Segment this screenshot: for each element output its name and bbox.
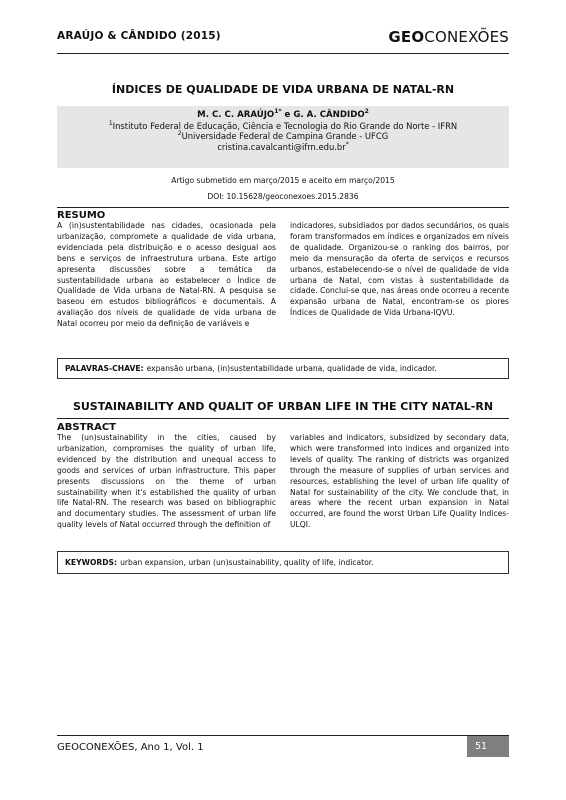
palavras-chave-text: expansão urbana, (in)sustentabilidade urbana, qualidade de vida, indicador. — [146, 364, 437, 373]
affiliation-2-sup: 2 — [177, 130, 182, 138]
page-number: 51 — [467, 736, 509, 757]
keywords-label: KEYWORDS: — [65, 558, 118, 567]
footer-journal: GEOCONEXÕES, Ano 1, Vol. 1 — [57, 742, 204, 753]
keywords-box — [57, 551, 509, 574]
author-1: M. C. C. ARAÚJO — [197, 110, 275, 120]
resumo-col-1: A (in)sustentabilidade nas cidades, ocasionada pela urbanização, compromete a qualidade de vida urbana, evidenciada pela distribuição e o acesso desigual aos bens e serviços de infraestrutura urbana. Este artigo apresenta discussões sobre a temática da sustentabilidade urbana ao estabelecer o Índice de Qualidade de Vida urbana de Natal-RN. A pesquisa se baseou em estudos bibliográficos e documentais. A avaliação dos níveis de qualidade de vida urbana de Natal ocorreu por meio da definição de variáveis e — [57, 221, 276, 329]
author-connector: e — [281, 110, 294, 120]
resumo-col-2: indicadores, subsidiados por dados secundários, os quais foram transformados em índices e organizados em níveis de qualidade. Organizou-se o ranking dos bairros, por meio da mensuração da oferta de serviços e recursos urbanos, estabelecendo-se o nível de qualidade de vida urbana de Natal, com vistas à sustentabilidade da cidade. Conclui-se que, nas áreas onde ocorreu a recente expansão urbana de Natal, encontram-se os piores Índices de Qualidade de Vida Urbana-IQVU. — [290, 221, 509, 318]
abstract-section — [57, 418, 509, 531]
journal-logo-bold: GEO — [388, 28, 425, 46]
affiliation-2 — [57, 131, 509, 142]
article-title-en: SUSTAINABILITY AND QUALIT OF URBAN LIFE IN THE CITY NATAL-RN — [72, 400, 494, 413]
submission-dates: Artigo submetido em março/2015 e aceito em março/2015 — [171, 176, 395, 185]
resumo-heading: RESUMO — [57, 210, 106, 221]
keywords-text: urban expansion, urban (un)sustainability, quality of life, indicator. — [120, 558, 374, 567]
resumo-section — [57, 207, 509, 330]
author-box — [57, 106, 509, 168]
author-line — [57, 110, 509, 121]
author-1-sup: 1* — [274, 108, 282, 116]
affiliation-2-text: Universidade Federal de Campina Grande - UFCG — [181, 131, 389, 142]
resumo-columns — [57, 221, 509, 330]
journal-logo — [388, 28, 509, 46]
author-2: G. A. CÂNDIDO — [293, 110, 365, 120]
author-email — [57, 142, 509, 153]
author-2-sup: 2 — [364, 108, 369, 116]
abstract-col-2: variables and indicators, subsidized by secondary data, which were transformed into indices and organized into levels of quality. The ranking of districts was organized through the measure of supplies of urban services and resources, establishing the level of urban life quality of Natal for sustainability of the city. We conclude that, in areas where the recent urban expansion in Natal occurred, are found the worst Urban Life Quality Indices-ULQI. — [290, 433, 509, 530]
affiliation-1-text: Instituto Federal de Educação, Ciência e Tecnologia do Rio Grande do Norte - IFRN — [112, 120, 458, 131]
header-rule — [57, 53, 509, 54]
palavras-chave-box — [57, 358, 509, 379]
running-header-authors: ARAÚJO & CÂNDIDO (2015) — [57, 30, 221, 42]
author-email-sup: * — [345, 140, 349, 148]
affiliation-1-sup: 1 — [108, 119, 113, 127]
article-title-pt: ÍNDICES DE QUALIDADE DE VIDA URBANA DE NATAL-RN — [111, 83, 455, 96]
doi: DOI: 10.15628/geoconexoes.2015.2836 — [207, 192, 359, 201]
abstract-columns — [57, 433, 509, 531]
abstract-col-1: The (un)sustainability in the cities, caused by urbanization, compromises the quality of urban life, evidenced by the distribution and unequal access to goods and services of urban infrastructure. This paper presents discussions on the theme of urban sustainability when it's established the quality of urban life Natal-RN. The research was based on bibliographic and documentary studies. The assessment of urban life quality levels of Natal occurred through the definition of — [57, 433, 276, 530]
footer-rule — [57, 735, 509, 736]
abstract-heading: ABSTRACT — [57, 422, 116, 433]
palavras-chave-label: PALAVRAS-CHAVE: — [65, 364, 144, 373]
affiliation-1 — [57, 121, 509, 132]
author-email-text: cristina.cavalcanti@ifrn.edu.br — [217, 141, 346, 152]
journal-logo-rest: CONEXÕES — [424, 28, 509, 46]
